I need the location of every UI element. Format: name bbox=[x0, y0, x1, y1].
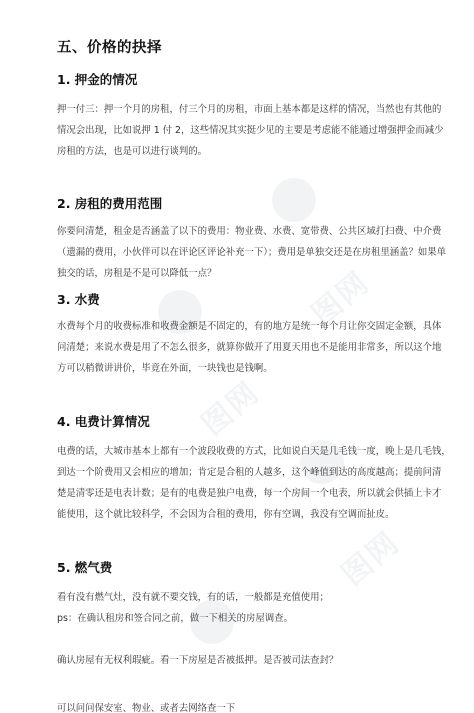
body-line: 电费的话，大城市基本上都有一个波段收费的方式，比如说白天是几毛钱一度，晚上是几毛钱， bbox=[57, 446, 451, 457]
body-line: 独交的话，房租是不是可以降低一点？ bbox=[57, 268, 217, 279]
body-line: 房租的方法，也是可以进行谈判的。 bbox=[57, 146, 208, 157]
page-heading: 五、价格的抉择 bbox=[57, 40, 162, 56]
section-title-rent-scope: 2. 房租的费用范围 bbox=[57, 196, 163, 211]
section-body-rent-scope bbox=[57, 221, 447, 284]
body-line: 楚是清零还是电表计数；是有的电费是独户电费，每一个房间一个电表，所以就会供插上卡才 bbox=[57, 488, 442, 499]
body-line: 方可以稍微讲讲价，毕竟在外面，一块钱也是钱啊。 bbox=[57, 363, 273, 374]
watermark-logo-icon bbox=[272, 178, 316, 222]
body-line: 水费每个月的收费标准和收费金额是不固定的，有的地方是统一每个月让你交固定金额，具体 bbox=[57, 321, 442, 332]
section-title-gas: 5. 燃气费 bbox=[57, 560, 113, 575]
watermark-text: 图网 bbox=[305, 264, 377, 333]
body-line: ps：在确认租房和签合同之前，做一下相关的房屋调查。 bbox=[57, 613, 293, 624]
section-body-deposit bbox=[57, 99, 444, 162]
body-line: 可以问问保安室、物业、或者去网络查一下 bbox=[57, 703, 236, 713]
body-line: 你要问清楚，租金是否涵盖了以下的费用：物业费、水费、宽带费、公共区域打扫费、中介费 bbox=[57, 226, 442, 237]
body-line: 到达一个阶费用又会相应的增加；肯定是合租的人越多，这个峰值到达的高度越高；提前问清 bbox=[57, 467, 442, 478]
body-line: 看有没有燃气灶，没有就不要交钱，有的话，一般都是充值使用； bbox=[57, 592, 329, 603]
extra-paragraph-cut bbox=[57, 698, 421, 713]
watermark-text: 图网 bbox=[195, 374, 267, 443]
section-title-water: 3. 水费 bbox=[57, 292, 100, 307]
section-body-water bbox=[57, 316, 442, 379]
body-line: 确认房屋有无权利瑕疵。看一下房屋是否被抵押。是否被司法查封？ bbox=[57, 655, 339, 666]
body-line: 能使用，这个就比较科学，不会因为合租的费用，你有空调，我没有空调而扯皮。 bbox=[57, 509, 395, 520]
section-title-electricity: 4. 电费计算情况 bbox=[57, 414, 150, 429]
body-line: 情况会出现，比如说押 1 付 2，这些情况其实挺少见的主要是考虑能不能通过增强押金而减少 bbox=[57, 125, 444, 136]
body-line: 押一付三：押一个月的房租，付三个月的房租，市面上基本都是这样的情况，当然也有其他的 bbox=[57, 104, 442, 115]
extra-paragraph bbox=[57, 650, 421, 671]
body-line: 问清楚；来说水费是用了不怎么很多，就算你做开了用夏天用也不是能用非常多，所以这个地 bbox=[57, 342, 442, 353]
watermark-text: 图网 bbox=[335, 524, 407, 593]
section-body-electricity bbox=[57, 441, 451, 525]
body-line: （遗漏的费用，小伙伴可以在评论区评论补充一下）；费用是单独交还是在房租里涵盖？如果单 bbox=[57, 247, 447, 258]
section-body-gas bbox=[57, 587, 421, 629]
section-title-deposit: 1. 押金的情况 bbox=[57, 72, 138, 87]
